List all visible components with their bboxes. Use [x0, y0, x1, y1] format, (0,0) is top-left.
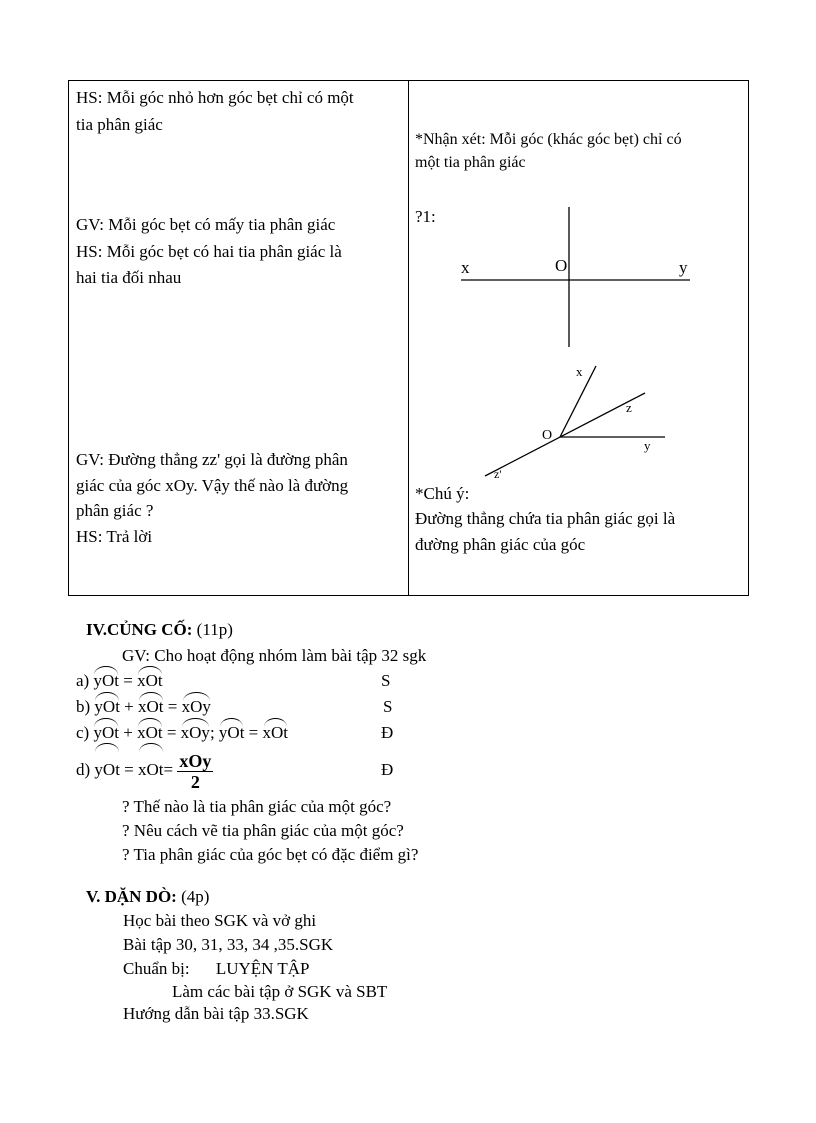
homework-line: Hướng dẫn bài tập 33.SGK	[123, 1004, 309, 1023]
left-text: HS: Mỗi góc nhỏ hơn góc bẹt chỉ có một	[76, 88, 354, 107]
item-result: S	[381, 671, 391, 690]
homework-prep	[123, 957, 310, 981]
remark-text: *Nhận xét: Mỗi góc (khác góc bẹt) chỉ có	[415, 131, 682, 148]
fraction-numerator: xOy	[179, 750, 212, 771]
fig2-label-zprime: z'	[494, 467, 502, 481]
fig1-label-y: y	[679, 258, 688, 277]
angle-xot: xOt	[137, 721, 163, 745]
bisector-figure	[480, 360, 680, 485]
left-text: phân giác ?	[76, 501, 154, 520]
prep-label: Chuẩn bị:	[123, 959, 190, 978]
item-result: Đ	[381, 723, 394, 742]
item-result: S	[383, 697, 393, 716]
homework-line: Học bài theo SGK và vở ghi	[123, 911, 317, 930]
angle-yot: yOt	[94, 695, 120, 719]
left-text: hai tia đối nhau	[76, 268, 182, 287]
straight-angle-figure	[455, 205, 700, 350]
left-text: HS: Mỗi góc bẹt có hai tia phân giác là	[76, 242, 342, 261]
angle-xot: xOt	[137, 669, 163, 693]
left-text: GV: Mỗi góc bẹt có mấy tia phân giác	[76, 215, 336, 234]
section4-time: (11p)	[196, 620, 233, 639]
item-result: Đ	[381, 760, 394, 779]
angle-xot: xOt	[263, 721, 289, 745]
homework-line: Làm các bài tập ở SGK và SBT	[172, 982, 388, 1001]
prep-value: LUYỆN TẬP	[215, 959, 310, 978]
fraction-denominator: 2	[190, 771, 200, 792]
exercise-item-d: d) yOt = xOt= $\frac{\text{xOy}}{2}$	[76, 746, 213, 794]
item-label: a)	[76, 671, 90, 690]
exercise-item-c: c) yOt + xOt = xOy; yOt = xOt	[76, 721, 288, 745]
angle-yot: yOt	[94, 746, 120, 794]
left-text: GV: Đường thẳng zz' gọi là đường phân	[76, 450, 348, 469]
fig1-label-x: x	[461, 258, 470, 277]
angle-xoy: xOy	[181, 721, 210, 745]
fig2-label-x: x	[576, 364, 583, 379]
angle-xot: xOt	[138, 695, 164, 719]
table-divider	[408, 80, 409, 596]
section5-title: V. DẶN DÒ:	[86, 887, 177, 906]
angle-xoy: xOy	[182, 695, 211, 719]
note-text: đường phân giác của góc	[415, 535, 586, 554]
fig1-label-o: O	[555, 256, 568, 275]
left-text: HS: Trả lời	[76, 527, 153, 546]
question-item: ? Nêu cách vẽ tia phân giác của một góc?	[122, 821, 404, 840]
note-text: Đường thẳng chứa tia phân giác gọi là	[415, 509, 676, 528]
left-text: tia phân giác	[76, 115, 163, 134]
note-title: *Chú ý:	[415, 484, 470, 503]
section5-time: (4p)	[181, 887, 210, 906]
item-label: d)	[76, 760, 91, 779]
exercise-item-b: b) yOt + xOt = xOy	[76, 695, 211, 719]
item-label: c)	[76, 723, 90, 742]
angle-yot: yOt	[93, 721, 119, 745]
homework-line: Bài tập 30, 31, 33, 34 ,35.SGK	[123, 935, 334, 954]
section4-heading	[86, 618, 233, 642]
left-text: giác của góc xOy. Vậy thế nào là đường	[76, 476, 349, 495]
angle-yot: yOt	[219, 721, 245, 745]
fraction-xoy-over-2	[177, 751, 213, 792]
question-item: ? Thế nào là tia phân giác của một góc?	[122, 797, 392, 816]
question-label: ?1:	[415, 207, 436, 226]
section5-heading	[86, 885, 209, 909]
item-label: b)	[76, 697, 91, 716]
fig2-label-y: y	[644, 438, 651, 453]
section4-intro: GV: Cho hoạt động nhóm làm bài tập 32 sgk	[122, 646, 427, 665]
remark-text: một tia phân giác	[415, 154, 526, 171]
angle-xot: xOt	[138, 746, 164, 794]
question-item: ? Tia phân giác của góc bẹt có đặc điểm gì?	[122, 845, 419, 864]
section4-title: IV.CỦNG CỐ:	[86, 620, 193, 639]
angle-yot: yOt	[93, 669, 119, 693]
fig2-label-z: z	[626, 400, 632, 415]
exercise-item-a: a) yOt = xOt	[76, 669, 163, 693]
fig2-label-o: O	[542, 428, 553, 443]
